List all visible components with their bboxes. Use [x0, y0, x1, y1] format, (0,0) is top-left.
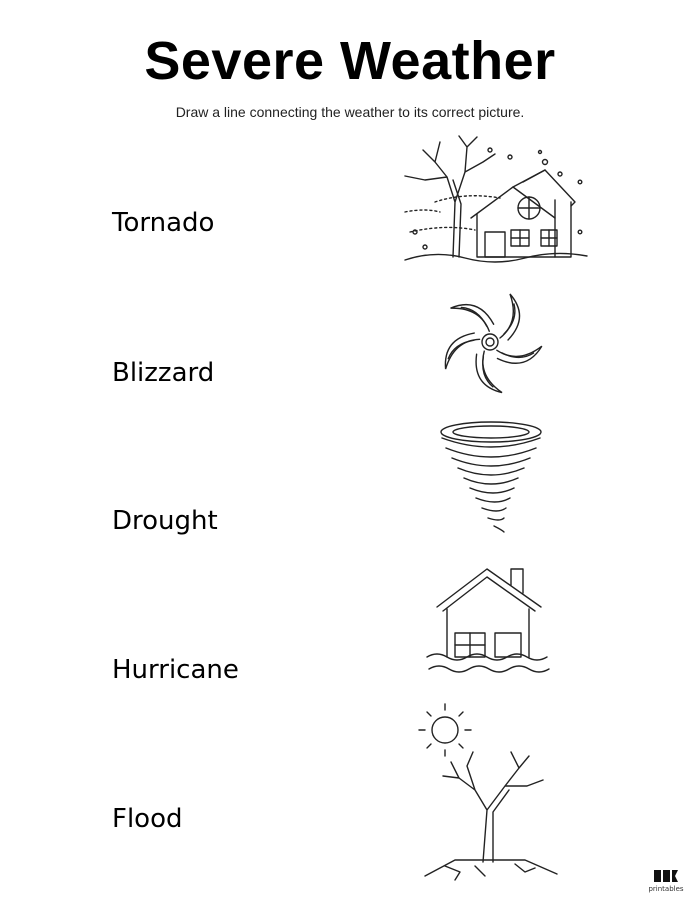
page-title: Severe Weather — [144, 31, 556, 91]
printables-logo — [644, 868, 688, 893]
word-drought: Drought — [112, 506, 218, 536]
drought-tree-icon — [415, 700, 565, 882]
sun-icon — [419, 704, 471, 756]
word-tornado: Tornado — [112, 208, 215, 238]
instructions: Draw a line connecting the weather to its correct picture. — [175, 104, 525, 120]
word-flood: Flood — [112, 804, 183, 834]
word-blizzard: Blizzard — [112, 358, 215, 388]
word-hurricane: Hurricane — [112, 655, 239, 685]
flooded-house-icon — [425, 565, 555, 673]
tornado-funnel-icon — [436, 418, 546, 538]
logo-icon — [654, 868, 678, 882]
blizzard-house-icon — [395, 132, 590, 267]
logo-text: printables — [648, 885, 684, 893]
hurricane-swirl-icon — [438, 290, 542, 394]
